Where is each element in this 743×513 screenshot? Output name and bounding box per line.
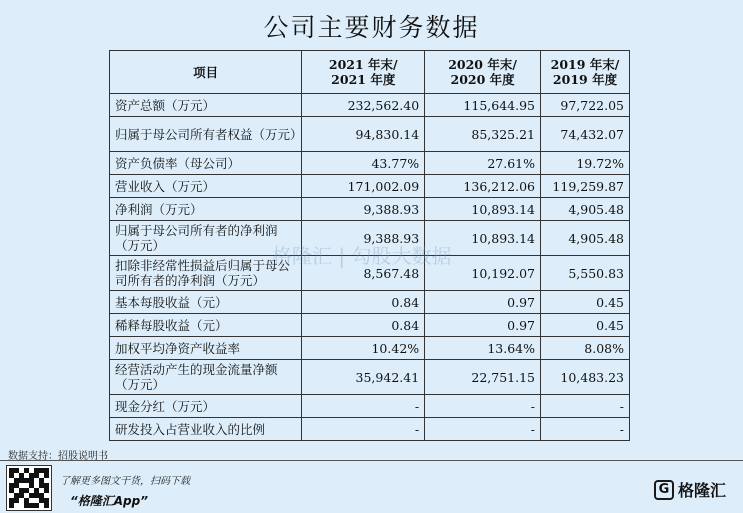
table-row — [110, 221, 630, 256]
row-value: 19.72% — [541, 152, 630, 175]
row-value: - — [302, 395, 425, 418]
row-value: 0.84 — [302, 314, 425, 337]
table-row — [110, 395, 630, 418]
footer-hint: 了解更多图文干货，扫码下载 — [60, 476, 190, 487]
row-value: 13.64% — [425, 337, 541, 360]
row-value: - — [425, 418, 541, 441]
row-value: 0.45 — [541, 314, 630, 337]
financial-data-table — [109, 50, 630, 441]
row-value: 4,905.48 — [541, 221, 630, 256]
row-value: 0.97 — [425, 291, 541, 314]
row-value: 22,751.15 — [425, 360, 541, 395]
row-value: 97,722.05 — [541, 94, 630, 117]
table-row — [110, 314, 630, 337]
brand-mark-icon: G — [654, 480, 674, 500]
row-value: 232,562.40 — [302, 94, 425, 117]
brand-logo — [654, 478, 726, 501]
row-value: 4,905.48 — [541, 198, 630, 221]
row-label: 净利润（万元） — [110, 198, 302, 221]
row-label: 归属于母公司所有者的净利润（万元） — [110, 221, 302, 256]
row-value: 0.45 — [541, 291, 630, 314]
data-source-note: 数据支持：招股说明书 — [8, 451, 108, 462]
row-value: 94,830.14 — [302, 117, 425, 152]
row-value: 10,893.14 — [425, 221, 541, 256]
table-header-cell — [302, 51, 425, 94]
row-value: 5,550.83 — [541, 256, 630, 291]
row-value: 74,432.07 — [541, 117, 630, 152]
row-value: - — [541, 395, 630, 418]
footer-app-name: “格隆汇App” — [70, 494, 148, 508]
row-value: 9,388.93 — [302, 221, 425, 256]
header-line: 2019 年末/ — [550, 57, 620, 72]
row-label: 营业收入（万元） — [110, 175, 302, 198]
page-title: 公司主要财务数据 — [263, 13, 480, 42]
row-value: 35,942.41 — [302, 360, 425, 395]
row-value: - — [541, 418, 630, 441]
row-value: 0.84 — [302, 291, 425, 314]
row-label: 稀释每股收益（元） — [110, 314, 302, 337]
table-header-cell — [425, 51, 541, 94]
header-line: 项目 — [193, 64, 219, 80]
row-label: 基本每股收益（元） — [110, 291, 302, 314]
table-header-cell — [110, 51, 302, 94]
qr-code-icon[interactable] — [6, 465, 52, 511]
row-value: 8,567.48 — [302, 256, 425, 291]
table-row — [110, 94, 630, 117]
row-value: 136,212.06 — [425, 175, 541, 198]
row-value: 9,388.93 — [302, 198, 425, 221]
header-line: 2021 年末/ — [328, 57, 398, 72]
row-value: 119,259.87 — [541, 175, 630, 198]
table-row — [110, 337, 630, 360]
row-label: 归属于母公司所有者权益（万元） — [110, 117, 302, 152]
row-value: 115,644.95 — [425, 94, 541, 117]
watermark: 格隆汇 | 勾股大数据 — [272, 244, 452, 268]
table-row — [110, 256, 630, 291]
row-value: 43.77% — [302, 152, 425, 175]
header-line: 2020 年末/ — [448, 57, 517, 72]
row-label: 资产总额（万元） — [110, 94, 302, 117]
header-line: 2019 年度 — [552, 72, 618, 87]
table-header-row — [110, 51, 630, 94]
table-row — [110, 152, 630, 175]
row-value: - — [302, 418, 425, 441]
table-row — [110, 418, 630, 441]
row-value: 27.61% — [425, 152, 541, 175]
brand-name: 格隆汇 — [678, 481, 727, 500]
header-line: 2021 年度 — [331, 72, 396, 87]
table-row — [110, 175, 630, 198]
row-label: 加权平均净资产收益率 — [110, 337, 302, 360]
row-value: 10.42% — [302, 337, 425, 360]
header-line: 2020 年度 — [450, 72, 515, 87]
row-label: 扣除非经常性损益后归属于母公司所有者的净利润（万元） — [110, 256, 302, 291]
table-row — [110, 117, 630, 152]
row-value: 10,893.14 — [425, 198, 541, 221]
table-row — [110, 291, 630, 314]
row-value: 10,483.23 — [541, 360, 630, 395]
table-header-cell — [541, 51, 630, 94]
row-label: 研发投入占营业收入的比例 — [110, 418, 302, 441]
row-label: 资产负债率（母公司） — [110, 152, 302, 175]
row-value: 10,192.07 — [425, 256, 541, 291]
row-label: 经营活动产生的现金流量净额（万元） — [110, 360, 302, 395]
row-value: 0.97 — [425, 314, 541, 337]
table-row — [110, 198, 630, 221]
row-value: 85,325.21 — [425, 117, 541, 152]
row-value: 171,002.09 — [302, 175, 425, 198]
row-label: 现金分红（万元） — [110, 395, 302, 418]
footer-divider — [0, 460, 743, 461]
table-row — [110, 360, 630, 395]
row-value: - — [425, 395, 541, 418]
row-value: 8.08% — [541, 337, 630, 360]
